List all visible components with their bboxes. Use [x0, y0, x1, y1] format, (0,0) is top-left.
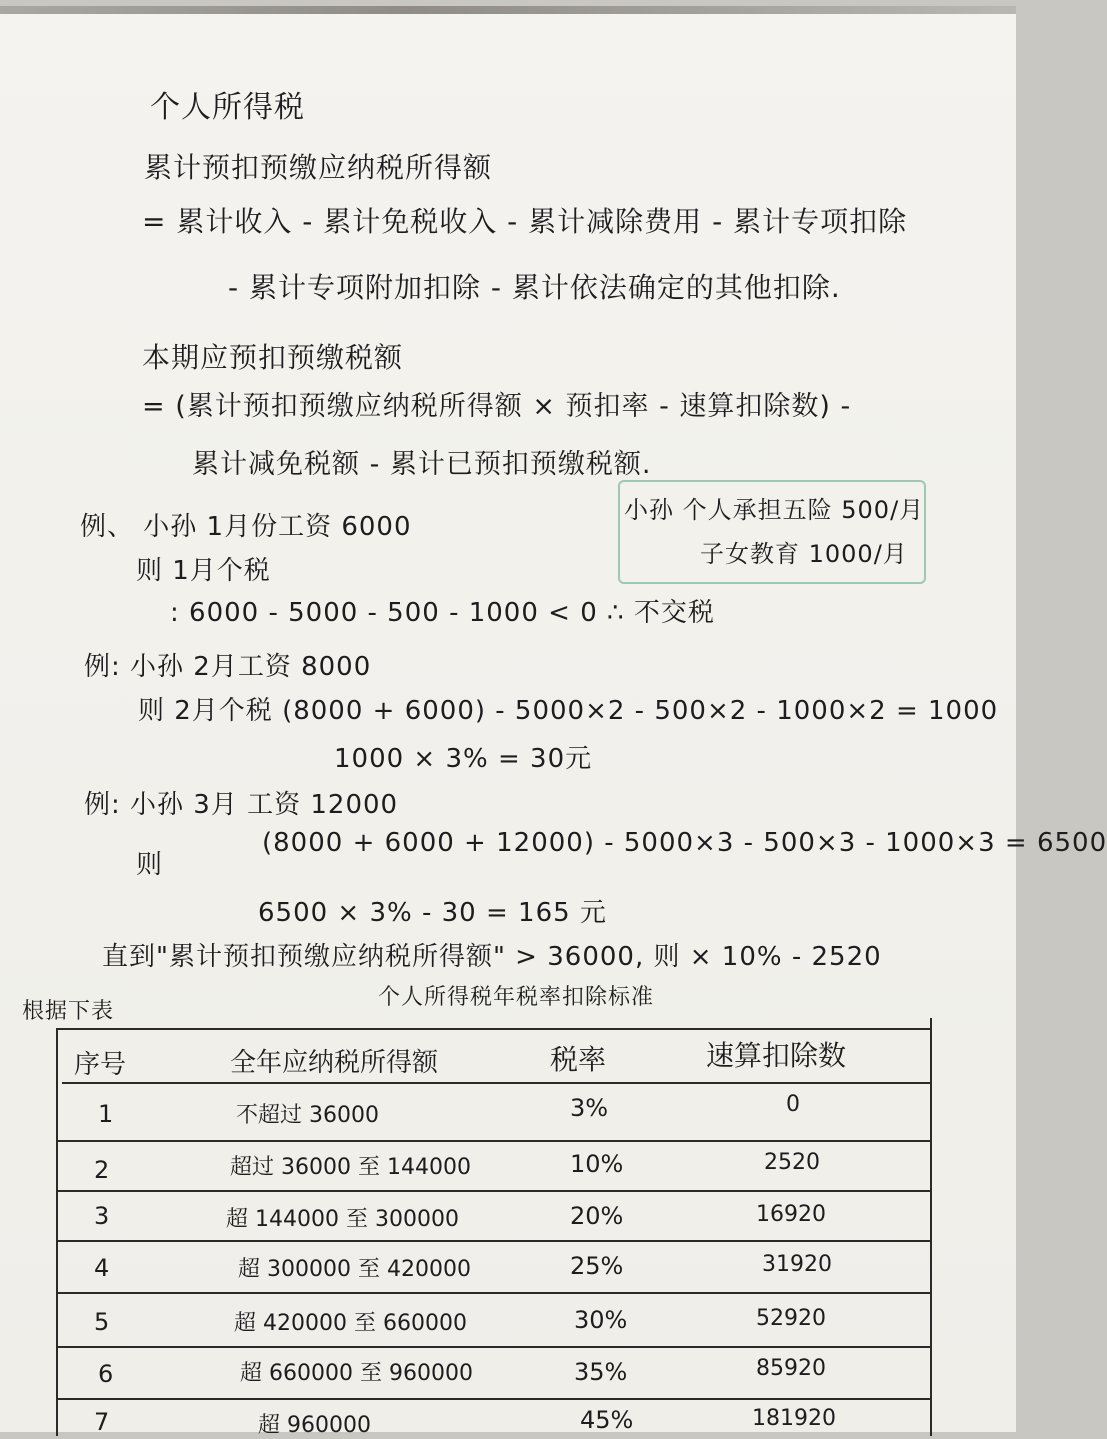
table-left-border: [56, 1028, 58, 1436]
note-line1: 小孙 个人承担五险 500/月: [624, 496, 925, 524]
table-cell-index: 5: [94, 1308, 110, 1336]
table-cell-income: 超过 36000 至 144000: [230, 1155, 471, 1180]
example2-line2: 则 2月个税 (8000 + 6000) - 5000×2 - 500×2 - 1000×2 = 1000: [138, 696, 999, 726]
formula2-heading: 本期应预扣预缴税额: [142, 341, 404, 374]
formula2-line1: = (累计预扣预缴应纳税所得额 × 预扣率 - 速算扣除数) -: [142, 391, 852, 422]
table-cell-index: 6: [98, 1360, 114, 1388]
table-cell-rate: 30%: [574, 1306, 628, 1334]
table-cell-index: 2: [94, 1156, 110, 1184]
row-separator: [58, 1398, 930, 1400]
example3-line3: 6500 × 3% - 30 = 165 元: [258, 898, 607, 928]
table-cell-rate: 35%: [574, 1358, 628, 1386]
example3-line2: (8000 + 6000 + 12000) - 5000×3 - 500×3 - 1000×3 = 6500: [262, 828, 1107, 858]
example1-line1: 例、 小孙 1月份工资 6000: [80, 512, 412, 542]
note-line2: 子女教育 1000/月: [700, 540, 908, 568]
row-separator: [58, 1292, 930, 1294]
example2-line3: 1000 × 3% = 30元: [334, 744, 593, 774]
row-separator: [58, 1346, 930, 1348]
table-caption-left: 根据下表: [22, 999, 115, 1024]
table-cell-income: 超 960000: [258, 1413, 371, 1438]
example3-line1: 例: 小孙 3月 工资 12000: [84, 790, 399, 820]
table-right-border: [930, 1018, 932, 1436]
header-rate: 税率: [550, 1043, 607, 1076]
table-cell-index: 7: [94, 1408, 110, 1436]
page-top-edge: [0, 6, 1016, 14]
example1-line2: 则 1月个税: [136, 556, 271, 586]
formula1-line1: = 累计收入 - 累计免税收入 - 累计减除费用 - 累计专项扣除: [142, 205, 908, 238]
notebook-page: [0, 6, 1107, 1438]
table-cell-deduction: 31920: [762, 1252, 832, 1277]
table-cell-rate: 10%: [570, 1150, 624, 1178]
table-cell-rate: 3%: [570, 1094, 609, 1122]
example2-line1: 例: 小孙 2月工资 8000: [84, 652, 372, 682]
row-separator: [58, 1190, 930, 1192]
table-cell-rate: 20%: [570, 1202, 624, 1230]
table-cell-income: 超 300000 至 420000: [238, 1257, 471, 1282]
row-separator: [62, 1082, 930, 1084]
header-deduction: 速算扣除数: [706, 1039, 847, 1072]
table-cell-index: 1: [98, 1100, 114, 1128]
example1-line3: : 6000 - 5000 - 500 - 1000 < 0 ∴ 不交税: [170, 598, 715, 628]
table-cell-rate: 45%: [580, 1406, 634, 1434]
formula1-line2: - 累计专项附加扣除 - 累计依法确定的其他扣除.: [228, 271, 841, 304]
row-separator: [58, 1240, 930, 1242]
table-cell-income: 不超过 36000: [236, 1103, 379, 1128]
header-income: 全年应纳税所得额: [230, 1048, 439, 1078]
header-index: 序号: [74, 1050, 127, 1080]
table-cell-income: 超 420000 至 660000: [234, 1311, 467, 1336]
note-box: [618, 480, 926, 584]
table-cell-deduction: 16920: [756, 1202, 826, 1227]
example3-line2-label: 则: [136, 850, 164, 880]
formula2-line2: 累计减免税额 - 累计已预扣预缴税额.: [192, 449, 652, 480]
table-cell-deduction: 52920: [756, 1306, 826, 1331]
table-cell-income: 超 660000 至 960000: [240, 1361, 473, 1386]
page-title: 个人所得税: [150, 90, 305, 125]
table-cell-deduction: 2520: [764, 1150, 820, 1175]
table-cell-deduction: 85920: [756, 1356, 826, 1381]
table-title: 个人所得税年税率扣除标准: [378, 985, 655, 1010]
conclusion-line: 直到"累计预扣预缴应纳税所得额" > 36000, 则 × 10% - 2520: [102, 942, 882, 972]
table-cell-index: 4: [94, 1254, 110, 1282]
formula1-heading: 累计预扣预缴应纳税所得额: [144, 151, 493, 184]
table-cell-rate: 25%: [570, 1252, 624, 1280]
row-separator: [58, 1140, 930, 1142]
table-cell-income: 超 144000 至 300000: [226, 1207, 459, 1232]
table-cell-deduction: 181920: [752, 1406, 836, 1431]
table-cell-index: 3: [94, 1202, 110, 1230]
tax-rate-table: [48, 1016, 938, 1436]
table-cell-deduction: 0: [786, 1092, 800, 1117]
table-top-border: [56, 1028, 932, 1030]
